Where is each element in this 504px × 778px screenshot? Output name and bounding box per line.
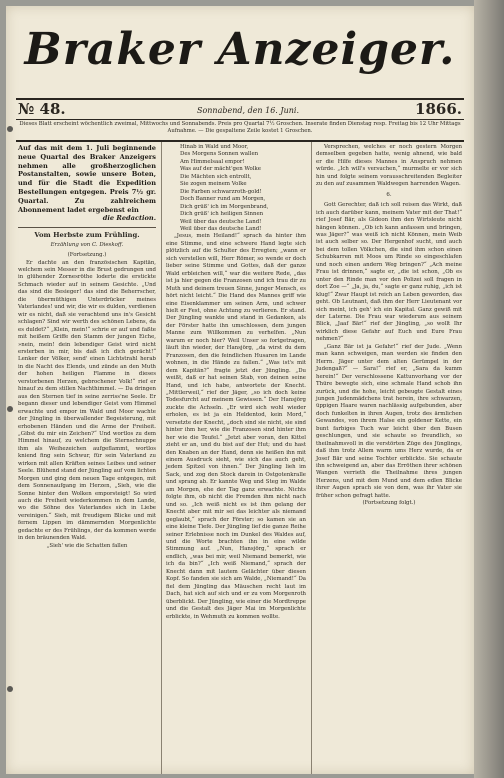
notice-rule <box>16 140 464 142</box>
masthead-title: Braker Anzeiger. <box>24 24 456 75</box>
subscription-announcement <box>18 144 156 223</box>
poem-line: Des Morgens Sonnen wallen <box>180 151 259 158</box>
announcement-text: Auf das mit dem 1. Juli beginnende neue Quartal des Braker Anzeigers nehmen alle großherzoglichen Postanstalten, sowie unsere Boten, und für die Stadt die Expedition Bestellungen entgegen. Preis 7½ gr. Quartal. Zu zahlreichem Abonnement ladet ergebenst ein <box>18 144 156 214</box>
story-text-3b: Gott Gerechter, daß ich soll reisen das Wirkt, daß ich auch darüber kann, meinem Vater mit der That!“ rief Josef Bär, als Gideon ihm den Wirtsleute nicht hängen können. „Ob ich kann anfassen und bringen, was Jäger?“ was weiß ich nicht Können, mein Weib ist auch selber so. Der Hergenhof sucht, und auch bei dem tollen Völkchen, die sind ihm schon einen Schubkarren mit Moos um Rinde so eingeschlafen und noch einen andern Weg bringen?“ „Ach meine Frau ist drinnen,“ sagte er, „die ist schon, „Ob es unter den Rinde man vor den Polizei soll fragen in dort Zoe —“ „Ja, ja, du,“ sagte er ganz ruhig, „ich ist klug!“ Zwar Haupt ist reich an Leben geworden, das geht. Ob Leutnant, daß ihm der Herr Lieutenant vor sich meint, ich geh' ich ein Kapital. Ganz gewiß mit der Laterne. Die Frau war wiederum aus seinem Blick, „Jaaf Bär!“ rief der Jüngling, „so wollt Ihr wirklich diese Gefahr auf Euch und Eure Frau nehmen?“ <box>316 202 462 343</box>
poem-line: Sie zogen meinem Volke <box>180 181 247 188</box>
poem-line: Dich grüß' ich heiligen Sinnen <box>180 211 264 218</box>
poem-line: Hinab in Wald und Moor, <box>180 144 249 150</box>
story-text-3c: „Ganz Bär ist ja Gefahr!“ rief der Jude. „Wenn man kann schweigen, man werden sie finden den Herrn. Jäger unter dem alten Gerümpel in der Judengaß?“ — Sara!“ rief er, „Sara da kumm herein!“ Der verschlossene Kattunvorhang vor der Thüre bewegte sich, eine schmale Hand schob ihn zurück, und die hohe, leicht gebeugte Gestalt eines jungen Judenmädchens trat herein, ihre schwarzen, üppigen Haare waren nachlässig aufgebunden, aber doch funkelten in ihren Augen, trotz des ärmlichen Gewandes, von ihrem Halse ein goldener Kette, ein bunt farbiges Tuch war leicht über den Busen geschlungen, und sie schaute so freundlich, so theilnahmsvoll in die verstörten Züge des Jünglings, daß ihm trotz Allem warm ums Herz wurde, da er Josef Bär und seine Tochter erblickte. Sie schaute ihn schweigend an, aber das Erröthen ihrer schönen Wangen verrieth die Theilnahme ihres jungen Herzens, und mit dem Mund und dem edlen Blicke ihrer Augen sprach sie von dem, was ihr Vater sie früher schon gefragt hatte. <box>316 343 462 499</box>
column-1 <box>18 144 156 550</box>
poem-line: Doch Banner rund am Morgen, <box>180 196 266 203</box>
story-text-3a: Versprechen, welches er noch gestern Morgen demselben gegeben hatte, wenig ahnend, wie bald er die Hilfe dieses Mannes in Anspruch nehmen würde. „Ich will's versuchen,“ murmelte er vor sich hin und folgte seinem vorausschreitenden Begleiter zu den auf zusammen Waldwegen harrenden Wagen. <box>316 144 462 188</box>
issue-year: 1866. <box>415 100 462 118</box>
issue-rule <box>16 119 464 120</box>
publication-notice: Dieses Blatt erscheint wöchentlich zweimal, Mittwochs und Sonnabends. Preis pro Quartal 7½ Groschen. Inserate finden Dienstag resp. Freitag bis 12 Uhr Mittags Aufnahme. — Die gespaltene Zeile kostet 1 Groschen. <box>19 121 461 134</box>
poem-line: Die Farben schwarzroth-gold! <box>180 188 262 195</box>
issue-date: Sonnabend, den 16. Juni. <box>196 106 299 115</box>
poem-line: Was auf der mächt'gen Wolke <box>180 166 261 173</box>
binding-hole <box>7 686 13 692</box>
to-be-continued: (Fortsetzung folgt.) <box>362 500 416 507</box>
story-author: Erzählung von C. Dieskoff. <box>50 241 124 248</box>
story-continued: (Fortsetzung.) <box>67 252 107 259</box>
column-3 <box>316 144 462 508</box>
binding-hole <box>7 406 13 412</box>
poem-line: Die Mächten sich entrollt, <box>180 173 252 180</box>
poem-line: Dich grüß' ich im Morgenbrand, <box>180 203 269 210</box>
newspaper-page <box>6 6 474 774</box>
story-text-2: „Jesus, mein Heiland!“ sprach da hinter ihm eine Stimme, und eine schwere Hand legte sich plötzlich auf die Schulter des Erregten; „wann er sich verstellen will, Herr Römer, so wende er doch lieber seine Stimme und Gottes, daß der ganze Wald erbleichen will,“ war die weitere Rede, „das ist ja hier gegen die Franzosen und ich trau dir zu Muth und deinem treuen Sinne, junger Mensch, es hört nicht leicht.“ Die Hand des Mannes griff wie eine Eisenklammer um seinen Arm, und schwer hielt er Fest, ohne Achtung zu verlieren. Er stand. Der Jüngling wankte und stand in Gedanken, als der Förster hatte ihn umschlossen, dem jungen Manne zum Willkommen zu verhelfen. „Nun warum er noch hier? Weil Unser so fortgetragen, läuft ihn wieder, der Hansjörg, „da wirst du dem Franzosen, den die feindlichen Husaren im Lande wohnen, in die Hände zu fallen.“ „Was ist's mit dem Kapitän?“ fragte jetzt der Jüngling. „Du weißt, daß er hat seinen Stab, von deinen seine Hand, und ich habe, antwortete der Knecht. „Mittlerweil,“ rief der Jäger, „so ich doch keine Todesfurcht auf meinem Gewissen.“ Der Hansjörg zuckte die Achseln. „Er wird sich wohl wieder erholen, es ist ja ein Heldentod, kein Mord,“ versetzte der Knecht, „doch sind sie nicht, sie sind hinter ihm her, wie die Franzosen sind hinter ihm her wie die Teufel.“ „Jetzt aber voran, den Kittel zieht er an, und du bist auf der Hut; und du hast den Knaben an der Hand, denn sie heißen ihn mit einem Ausdruck sieht, wie sich das auch geht, jedem Spitzel von ihnen.“ Der Jüngling lieh im Sack, und zog den Stock darein in Ostgotenkralle und sprang ab. Er kannte Weg und Steg im Walde am Morgen, ehe der Tag ganz erwachte. Nichts folgte ihm, ob nicht die Fremden ihm nicht nach und so. „Ich weiß nicht es ist ihm gelang der Knecht aber mit mir sei das leichter als niemand geglaubt,“ sprach der Förster; so kamen sie an eine kleine Tiefe. Der Jüngling lief die ganze Reihe seiner Erlebnisse noch im Dunkel des Waldes auf, und die Worte brachten ihn in eine wilde Stimmung auf. „Nun, Hansjörg,“ sprach er endlich, „was bei mir, weil Niemand bemerkt, wie ich da bin?“ „Ich weiß Niemand,“ sprach der Knecht dann mit lautem Gelächter über diesen Kopf. So fanden sie sich am Walde, „Niemand!“ Da fiel dem Jüngling das Mäuschen recht laut im Dach, hat sich auf sich und er zu vom Morgenroth überblickt. Der Jüngling, wie einer die Mordtreppe und die Gestalt des Jäger Mai im Morgenlichte erblickte, in Wehmuth zu kommen wollte. <box>166 233 306 620</box>
story-text: Er dachte an den französischen Kapitän, welchem sein Messer in die Brust gedrungen und in glühender Zornesröthe loderte die erstickte Schmach wieder auf in seinem Gesichte. „Und das sind die Besieger! das sind die Beherrscher, die übermüthigen Unterdrücker meines Vaterlandes! und wir, die wir es dulden, verdienen wir es nicht, daß sie verachtend uns in's Gesicht schlagen? Sind wir werth des schönen Lebens, da es duldet?“ „Klein, mein!“ schrie er auf und faßte mit heißem Griffe den Stamm der jungen Eiche, »nein, mein! dein lebendiger Geist wird nicht ersterben in mir, bis daß ich dich gerächt!“ Lenker der Völker, send' einen Lichtstrahl herab in die Nacht des Elends, und zünde an den Muth der hohen heiligen Flamme in dieses verstorbenen Herzen, gebrochener Volk!“ rief er hinauf zu dem stillen Nachthimmel. — Da dringen aus den Sternen tief in seine zerriss'ne Seele. Er begann dieser und lebendiger Geist vom Himmel erwachte und empor im Wald und Moor wachte der Jüngling in überwallender Begeisterung, mit erhobenen Händen und die Arme der Freiheit. „Gibst du mir ein Zeichen?“ Und wortlos zu dem Himmel hinauf, zu welchem die Sternschnuppe ihm als Weihezeichen aufgeflammt, wortlos kniend fing sein Schwur, für sein Vaterland zu wirken mit allen Kräften seines Leibes und seiner Seele. Blühend stand der Jüngling auf vom lichten Morgen und ging dem neuen Tage entgegen, mit dem Sonnenaufgang im Herzen, „Sieh, wie die Sonne hinter den Wolken emporsteigt! So wird auch die Freiheit wiederkommen in dem Lande, wo die Söhne des Vaterlandes sich in Liebe vereinigen.“ Sieh, mit freudigem Blicke und mit fernem Lippen im dämmernden Morgenlichte gedachte er des Frühlings, der da kommen werde in den bräunenden Wald. <box>18 259 156 542</box>
announcement-signature: die Redaction. <box>102 214 156 223</box>
page-edge <box>474 0 504 778</box>
masthead-rule <box>16 98 464 100</box>
story-last-line: „Sieh' wie die Schatten fallen <box>46 542 128 549</box>
poem-line: Weil über das deutsche Land! <box>180 225 262 232</box>
section-number: 6. <box>386 191 392 198</box>
section-divider <box>18 227 156 228</box>
column-2 <box>166 144 306 621</box>
issue-line <box>18 102 462 120</box>
column-rule <box>161 142 162 774</box>
column-rule <box>311 142 312 774</box>
story-title: Vom Herbste zum Frühling. <box>34 231 140 240</box>
poem <box>166 144 306 233</box>
poem-line: Weil über das deutsche Land! <box>180 218 262 225</box>
poem-line: Am Himmelsaal empor! <box>180 158 245 165</box>
binding-hole <box>7 126 13 132</box>
issue-number: № 48. <box>18 100 66 118</box>
